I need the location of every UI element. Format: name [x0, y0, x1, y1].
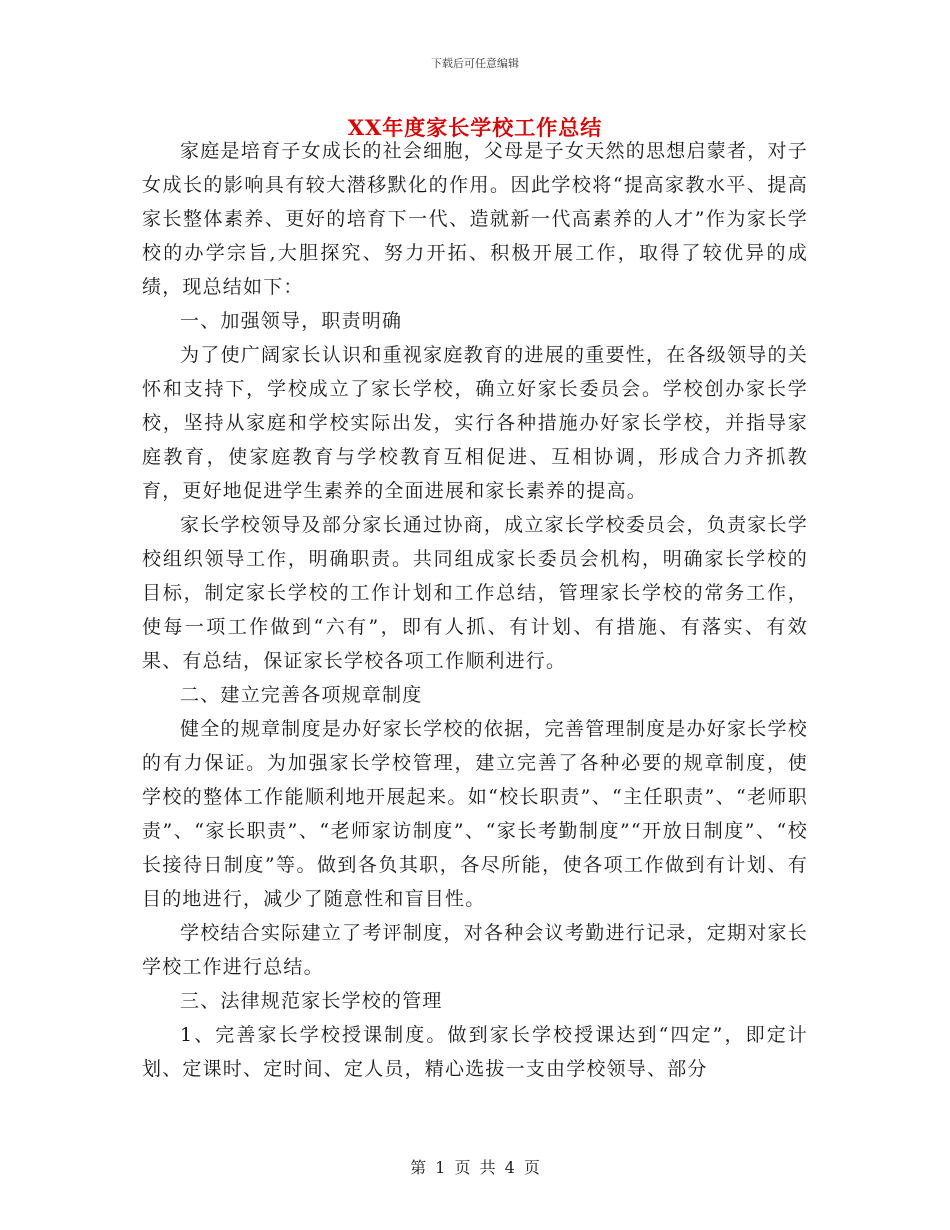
page-header-note: 下载后可任意编辑	[431, 57, 519, 70]
document-title: XX年度家长学校工作总结	[347, 115, 603, 140]
paragraph: 1、完善家长学校授课制度。做到家长学校授课达到“四定”，即定计划、定课时、定时间、定人员，精心选拔一支由学校领导、部分	[142, 1024, 808, 1080]
document-body	[142, 134, 808, 1086]
paragraph-intro: 家庭是培育子女成长的社会细胞，父母是子女天然的思想启蒙者，对子女成长的影响具有较大潜移默化的作用。因此学校将“提高家教水平、提高家长整体素养、更好的培育下一代、造就新一代高素养的人才”作为家长学校的办学宗旨,大胆探究、努力开拓、积极开展工作，取得了较优异的成绩，现总结如下：	[142, 140, 808, 298]
paragraph: 为了使广阔家长认识和重视家庭教育的进展的重要性，在各级领导的关怀和支持下，学校成立了家长学校，确立好家长委员会。学校创办家长学校，坚持从家庭和学校实际出发，实行各种措施办好家长学校，并指导家庭教育，使家庭教育与学校教育互相促进、互相协调，形成合力齐抓教育，更好地促进学生素养的全面进展和家长素养的提高。	[142, 344, 808, 502]
paragraph: 家长学校领导及部分家长通过协商，成立家长学校委员会，负责家长学校组织领导工作，明确职责。共同组成家长委员会机构，明确家长学校的目标，制定家长学校的工作计划和工作总结，管理家长学校的常务工作，使每一项工作做到“六有”，即有人抓、有计划、有措施、有落实、有效果、有总结，保证家长学校各项工作顺利进行。	[142, 514, 808, 672]
section-heading-3: 三、法律规范家长学校的管理	[180, 990, 443, 1012]
section-heading-2: 二、建立完善各项规章制度	[180, 684, 423, 706]
section-heading-1: 一、加强领导，职责明确	[180, 310, 403, 332]
paragraph: 健全的规章制度是办好家长学校的依据，完善管理制度是办好家长学校的有力保证。为加强家长学校管理，建立完善了各种必要的规章制度，使学校的整体工作能顺利地开展起来。如“校长职责”、“主任职责”、“老师职责”、“家长职责”、“老师家访制度”、“家长考勤制度”“开放日制度”、“校长接待日制度”等。做到各负其职，各尽所能，使各项工作做到有计划、有目的地进行，减少了随意性和盲目性。	[142, 718, 808, 910]
page-number-footer: 第 1 页 共 4 页	[410, 1158, 540, 1177]
paragraph: 学校结合实际建立了考评制度，对各种会议考勤进行记录，定期对家长学校工作进行总结。	[142, 922, 808, 978]
